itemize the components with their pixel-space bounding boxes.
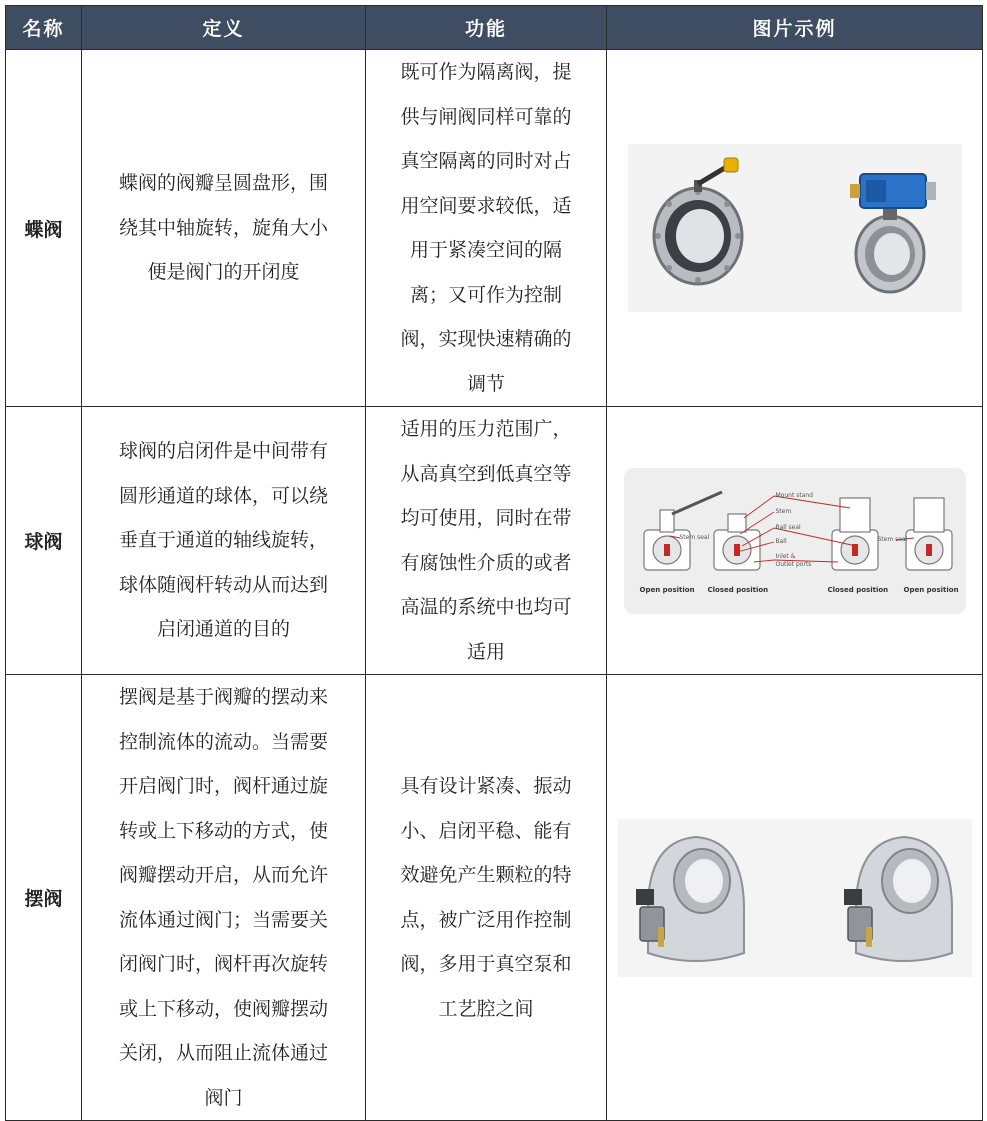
table-row bbox=[6, 50, 983, 407]
text-line: 均可使用，同时在带 bbox=[400, 507, 572, 529]
text-line: 绕其中轴旋转，旋角大小 bbox=[118, 216, 328, 239]
table-row bbox=[6, 407, 983, 675]
label-stem: Stem bbox=[775, 507, 792, 515]
text-line: 工艺腔之间 bbox=[438, 997, 534, 1020]
row-definition bbox=[82, 407, 366, 675]
text-line: 具有设计紧凑、振动 bbox=[400, 775, 572, 797]
row-name: 蝶阀 bbox=[6, 50, 82, 407]
text-line: 蝶阀的阀瓣呈圆盘形，围 bbox=[118, 172, 328, 195]
text-line: 适用 bbox=[466, 640, 505, 663]
header-image: 图片示例 bbox=[607, 6, 983, 50]
text-line: 流体通过阀门；当需要关 bbox=[118, 908, 328, 931]
row-function bbox=[366, 675, 607, 1121]
text-line: 转或上下移动的方式，使 bbox=[118, 819, 328, 842]
text-line: 适用的压力范围广， bbox=[400, 418, 572, 440]
text-line: 关闭，从而阻止流体通过 bbox=[118, 1042, 328, 1064]
text-line: 球阀的启闭件是中间带有 bbox=[118, 440, 328, 463]
header-name: 名称 bbox=[6, 6, 82, 50]
text-line: 球体随阀杆转动从而达到 bbox=[118, 573, 328, 596]
row-definition bbox=[82, 675, 366, 1121]
ball-valve-diagram bbox=[624, 468, 966, 614]
text-line: 小、启闭平稳、能有 bbox=[400, 819, 572, 842]
text-line: 或上下移动，使阀瓣摆动 bbox=[118, 997, 328, 1020]
row-name: 球阀 bbox=[6, 407, 82, 675]
label-outlet: Outlet ports bbox=[775, 560, 812, 568]
text-line: 启闭通道的目的 bbox=[156, 618, 290, 641]
label-inlet: Inlet & bbox=[775, 552, 796, 560]
pendulum-valve-image bbox=[618, 819, 972, 977]
text-line: 高温的系统中也均可 bbox=[400, 596, 572, 618]
text-line: 控制流体的流动。当需要 bbox=[118, 730, 328, 753]
text-line: 圆形通道的球体，可以绕 bbox=[118, 484, 328, 507]
text-line: 有腐蚀性介质的或者 bbox=[400, 551, 572, 574]
butterfly-valve-image bbox=[628, 144, 962, 312]
caption-open-right: Open position bbox=[903, 585, 959, 594]
text-line: 点，被广泛用作控制 bbox=[400, 908, 572, 931]
row-image bbox=[607, 407, 983, 675]
text-line: 垂直于通道的轴线旋转， bbox=[118, 529, 328, 552]
label-mount-stand: Mount stand bbox=[775, 491, 813, 499]
header-row bbox=[6, 6, 983, 50]
pendulum-valve-illustration bbox=[618, 819, 972, 977]
label-stem-seal-left: Stem seal bbox=[679, 533, 710, 541]
text-line: 从高真空到低真空等 bbox=[400, 462, 572, 485]
text-line: 阀，实现快速精确的 bbox=[400, 328, 572, 350]
text-line: 用于紧凑空间的隔 bbox=[409, 239, 562, 261]
text-line: 阀门 bbox=[204, 1086, 243, 1109]
text-line: 调节 bbox=[466, 372, 505, 395]
text-line: 效避免产生颗粒的特 bbox=[400, 864, 572, 886]
text-line: 离；又可作为控制 bbox=[409, 283, 562, 306]
caption-closed-right: Closed position bbox=[827, 585, 889, 594]
butterfly-valve-illustration bbox=[628, 144, 962, 312]
label-ball: Ball bbox=[775, 537, 787, 545]
text-line: 闭阀门时，阀杆再次旋转 bbox=[118, 953, 328, 975]
caption-open-left: Open position bbox=[639, 585, 695, 594]
row-image bbox=[607, 50, 983, 407]
text-line: 摆阀是基于阀瓣的摆动来 bbox=[118, 686, 328, 708]
text-line: 真空隔离的同时对占 bbox=[400, 150, 572, 172]
text-line: 供与闸阀同样可靠的 bbox=[400, 105, 572, 128]
label-stem-seal-right: Stem seal bbox=[877, 535, 908, 543]
text-line: 既可作为隔离阀，提 bbox=[400, 61, 572, 83]
text-line: 阀瓣摆动开启，从而允许 bbox=[118, 864, 328, 886]
caption-closed-left: Closed position bbox=[707, 585, 769, 594]
label-ball-seal: Ball seal bbox=[775, 523, 801, 531]
row-function bbox=[366, 50, 607, 407]
table-row bbox=[6, 675, 983, 1121]
text-line: 用空间要求较低，适 bbox=[400, 194, 572, 217]
text-line: 开启阀门时，阀杆通过旋 bbox=[118, 775, 328, 797]
text-line: 便是阀门的开闭度 bbox=[147, 261, 300, 284]
row-function bbox=[366, 407, 607, 675]
header-definition: 定义 bbox=[82, 6, 366, 50]
row-image bbox=[607, 675, 983, 1121]
text-line: 阀，多用于真空泵和 bbox=[400, 953, 572, 975]
valve-comparison-table bbox=[5, 5, 983, 1121]
row-definition bbox=[82, 50, 366, 407]
row-name: 摆阀 bbox=[6, 675, 82, 1121]
header-function: 功能 bbox=[366, 6, 607, 50]
